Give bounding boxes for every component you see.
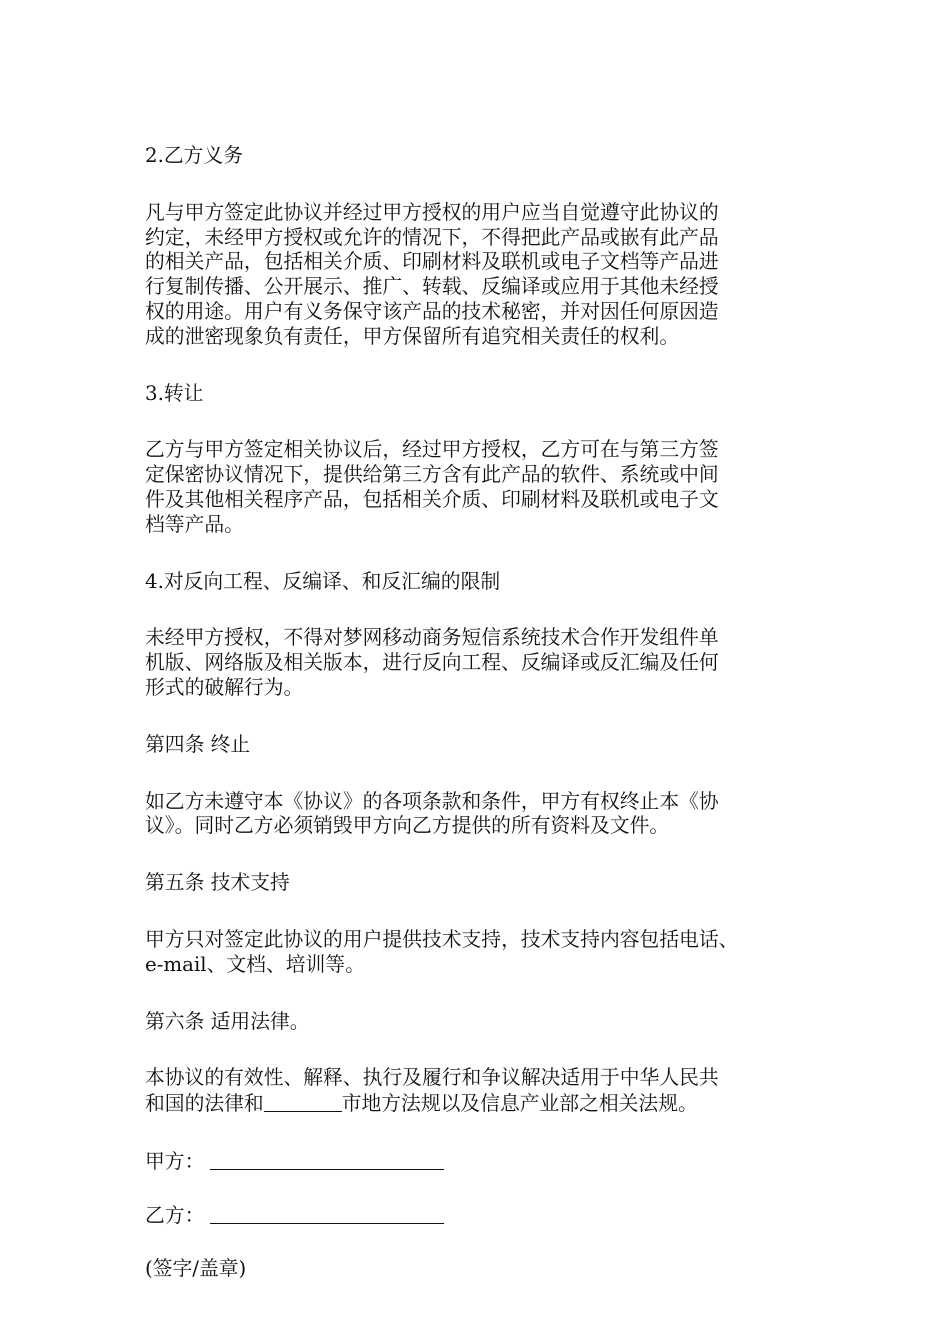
- party-b-label: 乙方：: [145, 1203, 205, 1227]
- article-body-termination: [145, 790, 825, 840]
- section-heading-transfer: 3.转让: [145, 381, 204, 405]
- body-line: 乙方与甲方签定相关协议后，经过甲方授权，乙方可在与第三方签: [145, 438, 719, 462]
- body-line: e-mail、文档、培训等。: [145, 952, 365, 976]
- section-body-obligations: [145, 201, 825, 350]
- section-heading-obligations: 2.乙方义务: [145, 144, 243, 167]
- body-line: 权的用途。用户有义务保守该产品的技术秘密，并对因任何原因造: [145, 299, 719, 323]
- party-b-signature-row: [145, 1203, 825, 1229]
- body-line: 未经甲方授权，不得对梦网移动商务短信系统技术合作开发组件单: [145, 626, 719, 650]
- body-line: 本协议的有效性、解释、执行及履行和争议解决适用于中华人民共: [145, 1066, 719, 1090]
- article-heading-governing-law: 第六条 适用法律。: [145, 1009, 310, 1033]
- body-line: 行复制传播、公开展示、推广、转载、反编译或应用于其他未经授: [145, 275, 719, 299]
- body-line: 凡与甲方签定此协议并经过甲方授权的用户应当自觉遵守此协议的: [145, 200, 719, 224]
- section-body-reverse-engineering: [145, 626, 825, 700]
- signature-note: (签字/盖章): [145, 1256, 247, 1280]
- body-line: 的相关产品，包括相关介质、印刷材料及联机或电子文档等产品进: [145, 250, 719, 274]
- body-line: 议》。同时乙方必须销毁甲方向乙方提供的所有资料及文件。: [145, 814, 670, 838]
- body-line: 成的泄密现象负有责任，甲方保留所有追究相关责任的权利。: [145, 324, 680, 348]
- body-line: 形式的破解行为。: [145, 675, 304, 699]
- body-line-with-blank: [145, 1091, 825, 1117]
- body-text: 和国的法律和: [145, 1092, 264, 1116]
- party-b-signature-blank: [210, 1203, 444, 1224]
- body-line: 约定，未经甲方授权或允许的情况下，不得把此产品或嵌有此产品: [145, 225, 719, 249]
- body-line: 如乙方未遵守本《协议》的各项条款和条件，甲方有权终止本《协: [145, 789, 719, 813]
- body-line: 甲方只对签定此协议的用户提供技术支持，技术支持内容包括电话、: [145, 927, 739, 951]
- document-page: [145, 144, 825, 1309]
- article-body-governing-law: [145, 1066, 825, 1117]
- body-line: 件及其他相关程序产品，包括相关介质、印刷材料及联机或电子文: [145, 487, 719, 511]
- body-line: 定保密协议情况下，提供给第三方含有此产品的软件、系统或中间: [145, 463, 719, 487]
- body-line: 档等产品。: [145, 512, 244, 536]
- article-body-tech-support: [145, 928, 825, 978]
- body-line: 机版、网络版及相关版本，进行反向工程、反编译或反汇编及任何: [145, 651, 719, 675]
- party-a-label: 甲方：: [145, 1149, 205, 1173]
- section-heading-reverse-engineering: 4.对反向工程、反编译、和反汇编的限制: [145, 569, 501, 593]
- body-text: 市地方法规以及信息产业部之相关法规。: [341, 1092, 698, 1116]
- article-heading-termination: 第四条 终止: [145, 732, 251, 756]
- party-a-signature-row: [145, 1149, 825, 1175]
- section-body-transfer: [145, 438, 825, 537]
- article-heading-tech-support: 第五条 技术支持: [145, 871, 290, 895]
- party-a-signature-blank: [210, 1149, 444, 1170]
- city-blank: [264, 1091, 342, 1112]
